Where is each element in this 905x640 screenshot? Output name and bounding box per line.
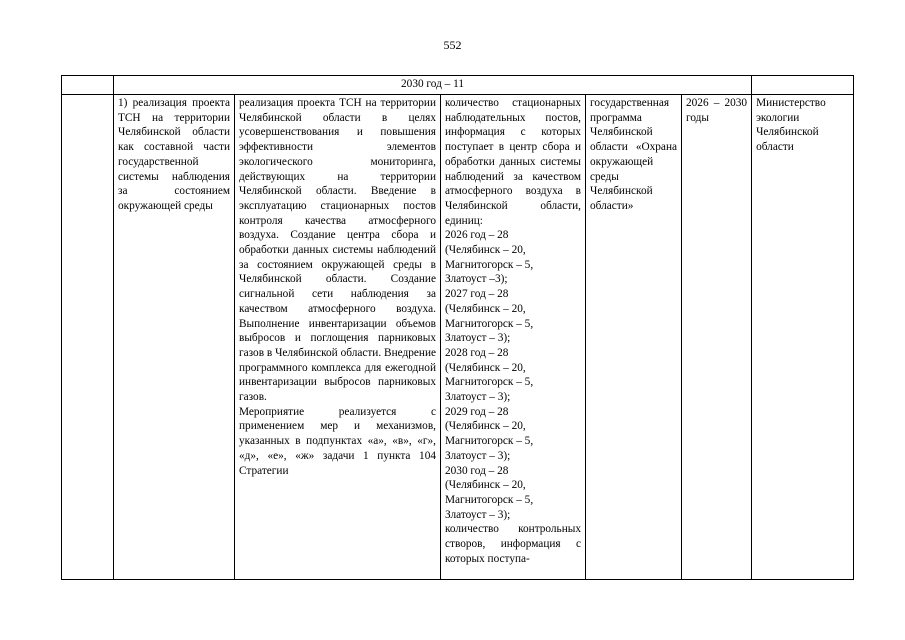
indicator-city-value: (Челябинск – 20, [445, 302, 526, 315]
indicator-year-2028 [445, 346, 581, 405]
measure-name-cell: 1) реализация проекта ТСН на территории Челябинской области как составной части государственной системы наблюдения за состоянием окружающей среды [114, 95, 235, 580]
indicator-year-value: 2029 год – 28 [445, 405, 509, 418]
indicator-city-value: (Челябинск – 20, [445, 361, 526, 374]
indicator-city-value: (Челябинск – 20, [445, 479, 526, 492]
indicator-year-value: 2030 год – 28 [445, 464, 509, 477]
description-note: Мероприятие реализуется с применением мер и механизмов, указанных в подпунктах «а», «в», «г», «д», «е», «ж» задачи 1 пункта 104 Стратегии [239, 405, 436, 477]
indicator-city-value: (Челябинск – 20, [445, 420, 526, 433]
year-header-row [62, 76, 854, 95]
indicator-city-value: (Челябинск – 20, [445, 244, 526, 257]
indicator-city-value: Златоуст – 3); [445, 391, 511, 404]
indicator-city-value: Магнитогорск – 5, [445, 493, 534, 506]
indicator-city-value: Златоуст –3); [445, 273, 508, 286]
indicator-year-value: 2028 год – 28 [445, 346, 509, 359]
responsible-cell: Министерство экологии Челябинской области [752, 95, 854, 580]
program-cell: государственная программа Челябинской области «Охрана окружающей среды Челябинской области» [586, 95, 682, 580]
indicator-city-value: Магнитогорск – 5, [445, 317, 534, 330]
table-row [62, 95, 854, 580]
empty-header-cell-right [752, 76, 854, 95]
period-cell: 2026 – 2030 годы [682, 95, 752, 580]
indicator-year-2026 [445, 228, 581, 287]
indicator-year-value: 2027 год – 28 [445, 288, 509, 301]
indicator-city-value: Златоуст – 3); [445, 332, 511, 345]
indicator-city-value: Магнитогорск – 5, [445, 435, 534, 448]
description-paragraph: реализация проекта ТСН на территории Челябинской области в целях усовершенствования и повышения эффективности элементов экологического мониторинга, действующих на территории Челябинской области. Введение в эксплуатацию стационарных постов контроля качества атмосферного воздуха. Создание центра сбора и обработки данных системы наблюдений за состоянием окружающей среды в Челябинской области. Создание сигнальной сети наблюдения за качеством атмосферного воздуха. Выполнение инвентаризации объемов выбросов и поглощения парниковых газов в Челябинской области. Внедрение программного комплекса для ежегодной инвентаризации выбросов парниковых газов. [239, 97, 436, 404]
indicator-city-value: Магнитогорск – 5, [445, 376, 534, 389]
indicator-city-value: Златоуст – 3); [445, 508, 511, 521]
page-number: 552 [443, 38, 462, 52]
indicator-cell [441, 95, 586, 580]
year-header: 2030 год – 11 [114, 76, 752, 95]
empty-header-cell [62, 76, 114, 95]
row-number-cell [62, 95, 114, 580]
measure-description-cell [235, 95, 441, 580]
indicator-year-value: 2026 год – 28 [445, 229, 509, 242]
indicator-continuation: количество контрольных створов, информация с которых поступа- [445, 523, 581, 565]
indicator-year-2030 [445, 464, 581, 523]
measures-table [61, 75, 854, 580]
indicator-city-value: Златоуст – 3); [445, 449, 511, 462]
indicator-year-2029 [445, 405, 581, 464]
indicator-intro: количество стационарных наблюдательных постов, информация с которых поступает в центр сбора и обработки данных системы наблюдений за качеством атмосферного воздуха в Челябинской области, единиц: [445, 97, 581, 227]
indicator-city-value: Магнитогорск – 5, [445, 258, 534, 271]
indicator-year-2027 [445, 287, 581, 346]
